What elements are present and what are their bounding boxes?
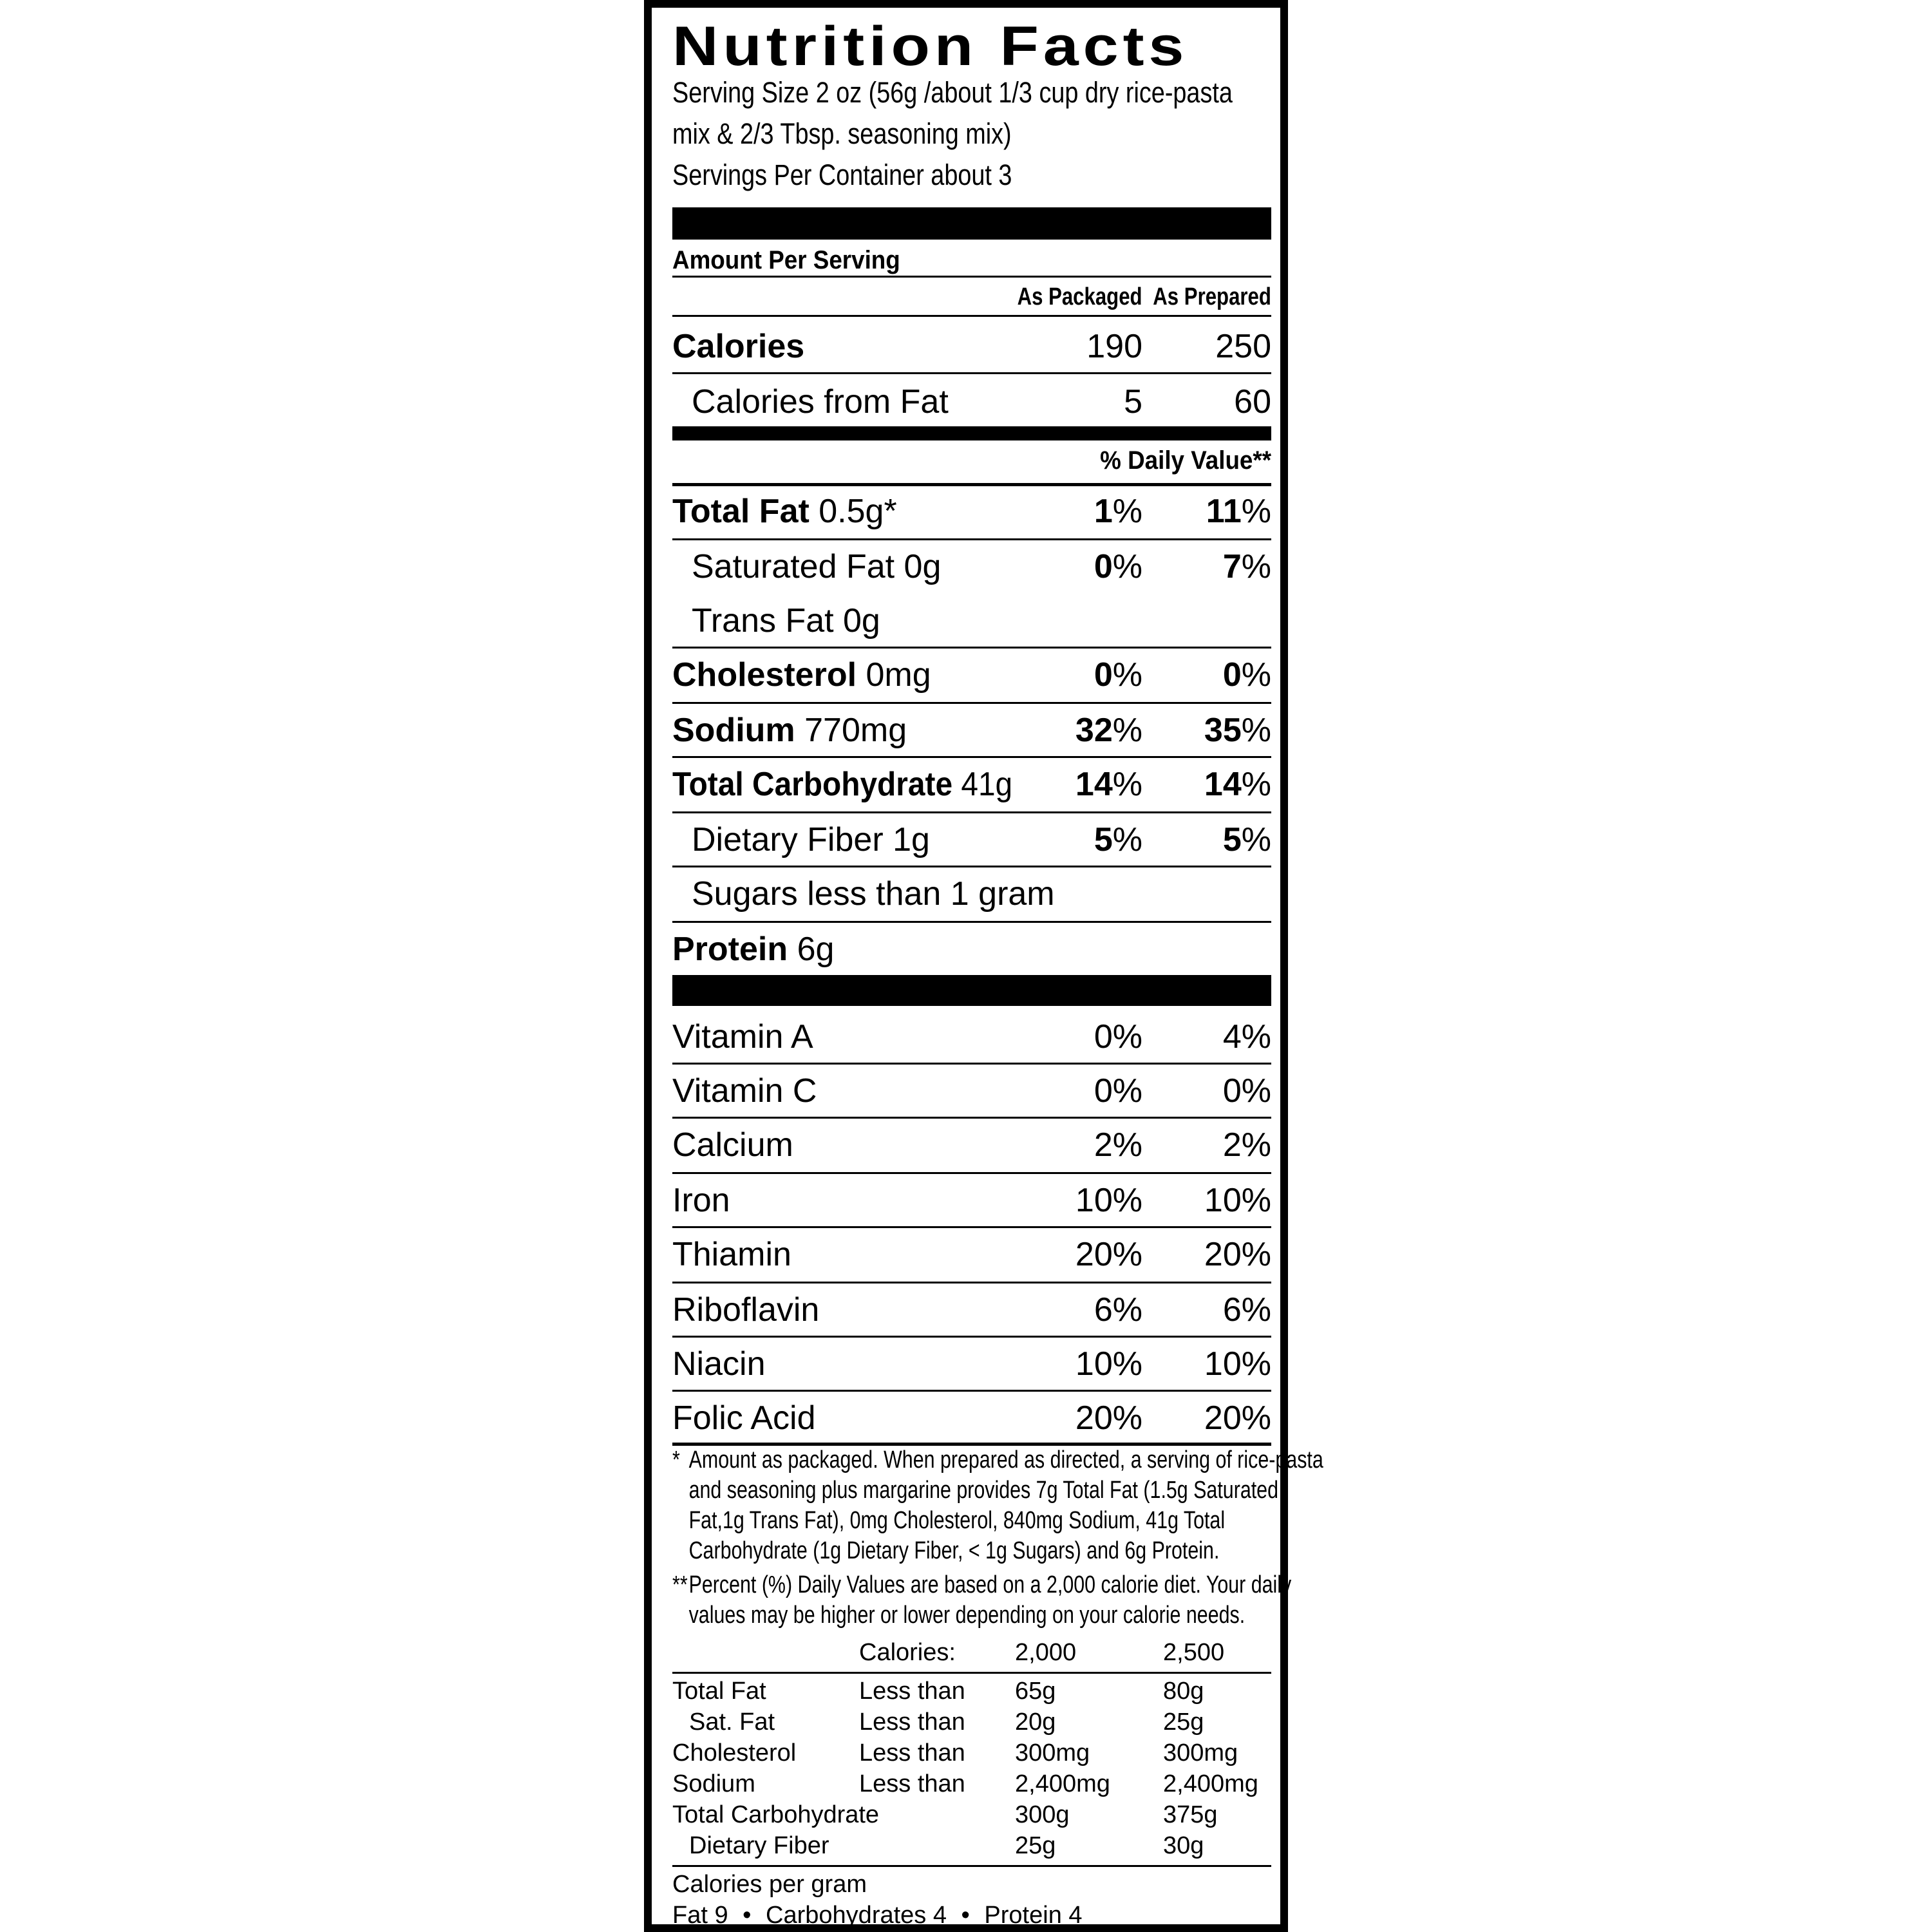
vitamin-name: Riboflavin: [672, 1291, 820, 1329]
divider: [672, 276, 1271, 278]
nutrient-name: Cholesterol: [672, 656, 857, 694]
dv-table-2000: 300mg: [1015, 1739, 1090, 1766]
dv-table-2500: 30g: [1163, 1832, 1204, 1859]
dv-prepared: 5: [1222, 821, 1242, 858]
amount-per-serving-label: Amount Per Serving: [672, 246, 900, 274]
footnote-line: values may be higher or lower depending on your calorie needs.: [688, 1602, 1245, 1629]
dv-prepared: 11: [1206, 493, 1242, 530]
vitamin-row-calcium: [672, 1118, 1271, 1173]
nutrient-amount: 0.5g*: [809, 493, 897, 530]
footnote-line: Percent (%) Daily Values are based on a 2,000 calorie diet. Your daily: [688, 1571, 1292, 1598]
nutrient-row-cholesterol: [672, 648, 1271, 703]
vitamin-packaged: 0%: [1094, 1018, 1142, 1056]
dv-table-2500: 375g: [1163, 1801, 1218, 1828]
dv-prepared: 7: [1222, 548, 1242, 585]
percent-sign: %: [1241, 493, 1271, 530]
dv-table-qualifier: Less than: [859, 1770, 965, 1797]
column-header-packaged: As Packaged: [1018, 283, 1142, 310]
nutrient-row-trans-fat: [672, 594, 1271, 649]
nutrient-name: Sodium: [672, 712, 795, 749]
vitamin-packaged: 6%: [1094, 1291, 1142, 1329]
vitamin-name: Calcium: [672, 1126, 793, 1164]
dv-packaged: 32: [1075, 712, 1113, 749]
vitamin-prepared: 2%: [1222, 1126, 1271, 1164]
dv-table-2500: 80g: [1163, 1678, 1204, 1705]
vitamin-prepared: 6%: [1222, 1291, 1271, 1329]
footnote-line: Carbohydrate (1g Dietary Fiber, < 1g Sugars) and 6g Protein.: [688, 1537, 1220, 1564]
nutrient-name: Saturated Fat 0g: [692, 548, 942, 585]
nutrient-row-protein: [672, 922, 1271, 977]
vitamin-prepared: 0%: [1222, 1072, 1271, 1110]
thick-divider: [672, 207, 1271, 240]
calories-from-fat-prepared: 60: [1234, 383, 1271, 421]
vitamin-name: Folic Acid: [672, 1399, 816, 1437]
calories-per-gram-label: Calories per gram: [672, 1871, 867, 1898]
footnote-line: Fat,1g Trans Fat), 0mg Cholesterol, 840mg Sodium, 41g Total: [688, 1507, 1226, 1534]
footnote-mark: *: [672, 1446, 680, 1473]
percent-sign: %: [1241, 656, 1271, 694]
fat-per-gram: Fat 9: [672, 1902, 728, 1929]
nutrient-row-sodium: [672, 703, 1271, 758]
percent-sign: %: [1241, 548, 1271, 585]
vitamin-row-thiamin: [672, 1227, 1271, 1282]
vitamin-prepared: 10%: [1204, 1182, 1271, 1219]
dv-table-2000: 20g: [1015, 1709, 1056, 1736]
nutrient-row-total-fat: [672, 484, 1271, 539]
percent-sign: %: [1241, 766, 1271, 803]
divider: [672, 315, 1271, 317]
nutrient-amount: 6g: [788, 931, 835, 968]
nutrient-name: Dietary Fiber 1g: [692, 821, 930, 858]
nutrient-amount: 770mg: [795, 712, 907, 749]
dv-table-header-2000: 2,000: [1015, 1639, 1077, 1666]
dv-table-header-2500: 2,500: [1163, 1639, 1225, 1666]
dv-table-2000: 25g: [1015, 1832, 1056, 1859]
dv-packaged: 5: [1094, 821, 1113, 858]
vitamin-row-riboflavin: [672, 1283, 1271, 1338]
nutrient-name: Trans Fat 0g: [692, 602, 880, 639]
column-header-prepared: As Prepared: [1153, 283, 1271, 310]
vitamin-prepared: 20%: [1204, 1399, 1271, 1437]
calories-from-fat-row: [672, 375, 1271, 430]
vitamin-name: Niacin: [672, 1345, 766, 1383]
nutrition-facts-panel: [644, 0, 1323, 1932]
vitamin-prepared: 10%: [1204, 1345, 1271, 1383]
dv-table-nutrient: Total Carbohydrate: [672, 1801, 880, 1828]
protein-per-gram: Protein 4: [984, 1902, 1083, 1929]
dv-table-2500: 2,400mg: [1163, 1770, 1258, 1797]
percent-sign: %: [1112, 821, 1142, 858]
vitamin-packaged: 20%: [1075, 1236, 1142, 1273]
vitamin-name: Vitamin A: [672, 1018, 813, 1056]
vitamin-name: Thiamin: [672, 1236, 791, 1273]
vitamin-name: Vitamin C: [672, 1072, 817, 1110]
vitamin-row-iron: [672, 1173, 1271, 1228]
vitamin-packaged: 10%: [1075, 1345, 1142, 1383]
dv-table-qualifier: Less than: [859, 1739, 965, 1766]
dv-packaged: 0: [1094, 656, 1113, 694]
footnote-line: and seasoning plus margarine provides 7g Total Fat (1.5g Saturated: [688, 1477, 1278, 1504]
divider: [672, 1672, 1271, 1674]
dv-table-2000: 65g: [1015, 1678, 1056, 1705]
dv-table-nutrient: Total Fat: [672, 1678, 766, 1705]
vitamin-row-vitamin-a: [672, 1010, 1271, 1065]
percent-sign: %: [1241, 712, 1271, 749]
footnote-asterisk: [672, 1445, 1323, 1566]
footnote-line: Amount as packaged. When prepared as directed, a serving of rice-pasta: [688, 1446, 1323, 1473]
nutrient-row-dietary-fiber: [672, 813, 1271, 867]
nutrition-facts-content: [672, 8, 1323, 1932]
dv-table-header-label: Calories:: [859, 1639, 956, 1666]
dv-table-qualifier: Less than: [859, 1709, 965, 1736]
dv-table-2500: 300mg: [1163, 1739, 1238, 1766]
calories-label: Calories: [672, 328, 805, 365]
thick-divider: [672, 975, 1271, 1006]
percent-sign: %: [1112, 656, 1142, 694]
divider: [672, 1865, 1271, 1867]
dv-table-2000: 2,400mg: [1015, 1770, 1110, 1797]
vitamin-prepared: 4%: [1222, 1018, 1271, 1056]
percent-sign: %: [1241, 821, 1271, 858]
vitamin-row-folic-acid: [672, 1391, 1271, 1446]
calories-per-gram-values: [672, 1900, 1083, 1931]
calories-from-fat-label: Calories from Fat: [692, 383, 949, 421]
serving-size-line-2: mix & 2/3 Tbsp. seasoning mix): [672, 117, 1012, 150]
footnote-double-asterisk: [672, 1570, 1291, 1631]
serving-size-line-1: Serving Size 2 oz (56g /about 1/3 cup dry rice-pasta: [672, 76, 1233, 109]
dv-table-2000: 300g: [1015, 1801, 1070, 1828]
calories-packaged: 190: [1086, 328, 1142, 365]
nutrient-row-sugars: [672, 867, 1271, 922]
medium-divider: [672, 426, 1271, 440]
percent-sign: %: [1112, 712, 1142, 749]
serving-size: [672, 72, 1233, 155]
nutrient-amount: 41g: [952, 766, 1013, 803]
vitamin-row-vitamin-c: [672, 1064, 1271, 1119]
nutrient-name: Protein: [672, 931, 788, 968]
vitamin-packaged: 2%: [1094, 1126, 1142, 1164]
vitamin-row-niacin: [672, 1337, 1271, 1392]
dv-packaged: 1: [1094, 493, 1113, 530]
bullet-separator: •: [743, 1902, 752, 1929]
dv-prepared: 0: [1222, 656, 1242, 694]
calories-row: [672, 319, 1271, 374]
percent-sign: %: [1112, 493, 1142, 530]
vitamin-packaged: 20%: [1075, 1399, 1142, 1437]
nutrient-name: Total Fat: [672, 493, 810, 530]
calories-prepared: 250: [1215, 328, 1271, 365]
nutrient-name: Total Carbohydrate: [672, 766, 953, 803]
vitamin-packaged: 0%: [1094, 1072, 1142, 1110]
dv-table-nutrient: Dietary Fiber: [689, 1832, 829, 1859]
nutrient-row-saturated-fat: [672, 540, 1271, 594]
percent-sign: %: [1112, 766, 1142, 803]
vitamin-prepared: 20%: [1204, 1236, 1271, 1273]
vitamin-name: Iron: [672, 1182, 730, 1219]
servings-per-container: Servings Per Container about 3: [672, 158, 1012, 191]
dv-table-nutrient: Sodium: [672, 1770, 755, 1797]
nutrient-amount: 0mg: [857, 656, 931, 694]
dv-packaged: 14: [1075, 766, 1113, 803]
daily-value-header: % Daily Value**: [1100, 446, 1271, 475]
dv-table-nutrient: Cholesterol: [672, 1739, 797, 1766]
dv-table-qualifier: Less than: [859, 1678, 965, 1705]
dv-prepared: 14: [1204, 766, 1242, 803]
calories-from-fat-packaged: 5: [1124, 383, 1142, 421]
dv-table-nutrient: Sat. Fat: [689, 1709, 775, 1736]
footnote-mark: **: [672, 1571, 688, 1598]
panel-title: Nutrition Facts: [672, 15, 1189, 77]
dv-table-2500: 25g: [1163, 1709, 1204, 1736]
dv-prepared: 35: [1204, 712, 1242, 749]
dv-packaged: 0: [1094, 548, 1113, 585]
carbohydrates-per-gram: Carbohydrates 4: [766, 1902, 947, 1929]
nutrient-row-total-carbohydrate: [672, 757, 1271, 812]
nutrient-name: Sugars less than 1 gram: [692, 875, 1055, 913]
bullet-separator: •: [961, 1902, 970, 1929]
vitamin-packaged: 10%: [1075, 1182, 1142, 1219]
divider: [672, 372, 1271, 374]
percent-sign: %: [1112, 548, 1142, 585]
